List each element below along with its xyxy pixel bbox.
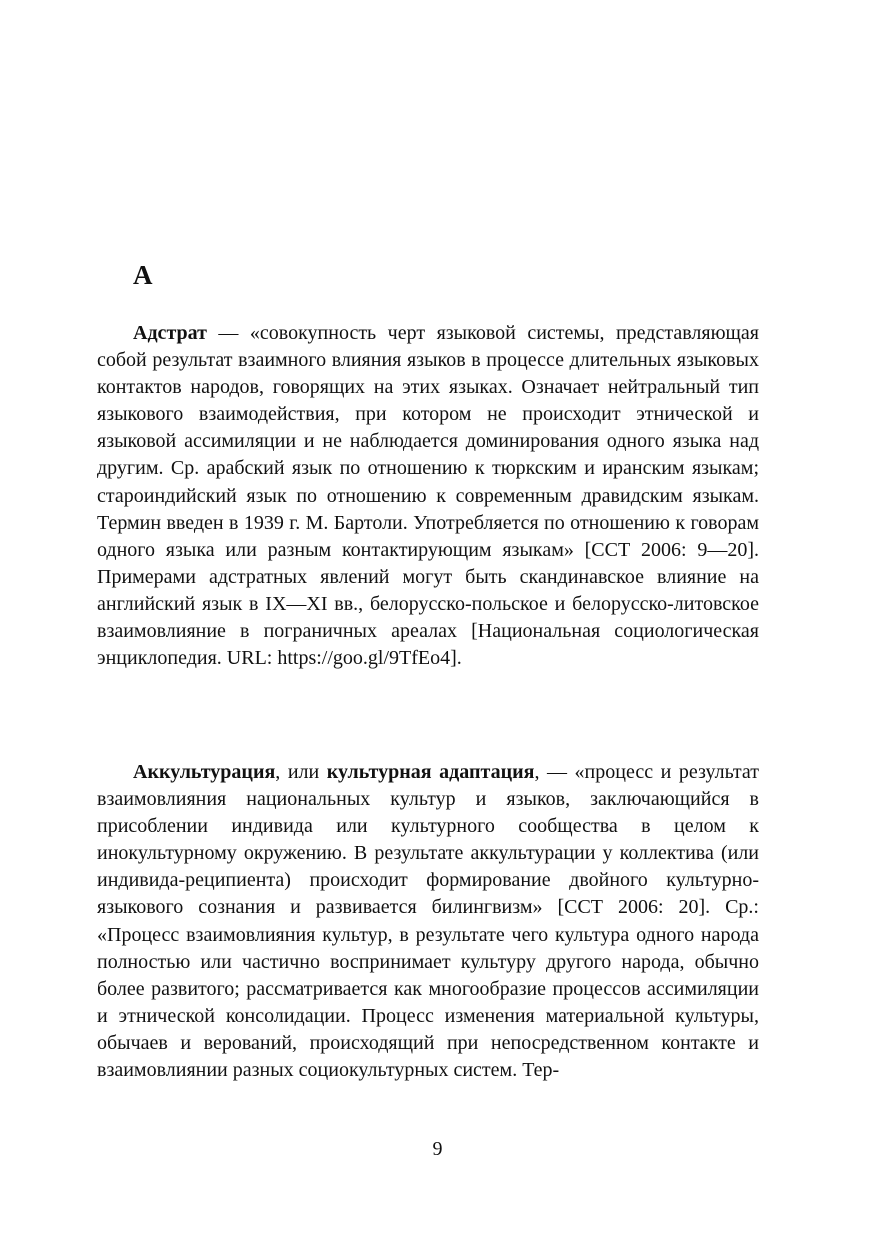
entry-term-synonym: культурная адаптация (326, 761, 535, 783)
section-letter-heading: А (133, 260, 153, 290)
entry-term-connector: , или (275, 761, 327, 783)
entry-paragraph (97, 759, 759, 1084)
entry-definition: — «совокупность черт языковой системы, представляющая собой результат взаимного влияния языков в процессе длительных языковых контактов народов, говорящих на этих языках. Означает нейтральный тип языкового взаимодействия, при котором не происходит этнической и языковой ассимиляции и не наблюдается доминирования одного языка над другим. Ср. арабский язык по отношению к тюркским и иранским языкам; староиндийский язык по отношению к современным дравидским языкам. Термин введен в 1939 г. М. Бартоли. Употребляется по отношению к говорам одного языка или разным контактирующим языкам» [ССТ 2006: 9—20]. Примерами адстратных явлений могут быть скандинавское влияние на английский язык в IX—XI вв., белорусско-польское и белорусско-литовское взаимовлияние в пограничных ареалах [Национальная социологическая энциклопедия. URL: https://goo.gl/9TfEo4]. (97, 322, 759, 670)
dictionary-entry-adstrat (97, 320, 759, 672)
entry-term: Адстрат (133, 322, 207, 344)
entry-paragraph (97, 320, 759, 672)
entry-term: Аккультурация (133, 761, 276, 783)
page-number: 9 (432, 1138, 443, 1160)
entry-definition: , — «процесс и результат взаимовлияния национальных культур и языков, заключающийся в присоблении индивида или культурного сообщества в целом к инокультурному окружению. В результате аккультурации у коллектива (или индивида-реципиента) происходит формирование двойного культурно-языкового сознания и развивается билингвизм» [ССТ 2006: 20]. Ср.: «Процесс взаимовлияния культур, в результате чего культура одного народа полностью или частично воспринимает культуру другого народа, обычно более развитого; рассматривается как многообразие процессов ассимиляции и этнической консолидации. Процесс изменения материальной культуры, обычаев и верований, происходящий при непосредственном контакте и взаимовлиянии разных социокультурных систем. Тер- (97, 761, 760, 1082)
dictionary-entry-akkulturatsiya (97, 759, 759, 1084)
